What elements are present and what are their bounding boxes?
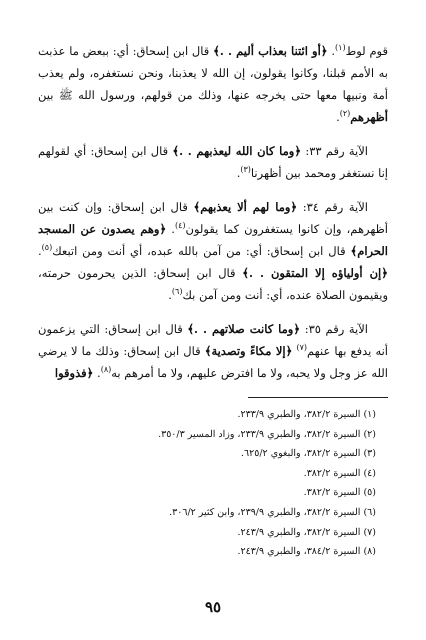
page-number: ٩٥ <box>204 598 222 616</box>
paragraph-text: الآية رقم ٣٣: <box>301 144 369 158</box>
paragraph-text: . <box>166 222 175 236</box>
paragraph <box>38 318 388 384</box>
quran-verse: أظهرهم <box>350 110 388 124</box>
footnote-item: (٦) السيرة ٣٨٢/٢، والطبري ٢٣٩/٩، وابن كثير ٣٠٦/٢. <box>169 506 376 518</box>
paragraph-text: قال ابن إسحاق: وإن كنت بين أظهرهم، وإن كانوا يستغفرون كما يقولون <box>38 200 389 236</box>
quran-verse: ﴿إلا مكاءً وتصدية﴾ <box>204 344 293 358</box>
footnote-item: (١) السيرة ٣٨٢/٢، والطبري ٢٣٣/٩. <box>237 409 376 420</box>
paragraph-text: قال ابن إسحاق: الذين يحرمون حرمته، ويقيمون الصلاة عنده، أي: أنت ومن آمن بك <box>38 266 388 302</box>
paragraph <box>38 196 388 306</box>
quran-verse: ﴿أو ائتنا بعذاب أليم . .﴾ <box>213 44 328 58</box>
footnote-item: (٣) السيرة ٣٨٢/٢، والبغوي ٦٢٥/٢. <box>241 448 376 460</box>
footnote-item: (٥) السيرة ٣٨٢/٢. <box>303 487 376 499</box>
paragraph-text: . <box>38 244 42 258</box>
paragraph-text: الآية رقم ٣٤: <box>297 200 368 214</box>
paragraph-text: قوم لوط <box>345 44 389 58</box>
footnote-reference: (٨) <box>100 365 112 375</box>
footnote-reference: (٢) <box>339 109 351 119</box>
paragraph-text: قال ابن إسحاق: أي: ببعض ما عذبت به الأمم قبلنا، وكانوا يقولون، إن الله لا يعذبنا، ونحن نستغفره، ولم يعذب أمة ونبيها معها حتى يخرجه عنها، وذلك من قولهم، ورسول الله ﷺ بين <box>38 44 388 102</box>
main-text <box>38 40 388 396</box>
paragraph-text: . <box>336 110 340 124</box>
paragraph <box>38 140 388 184</box>
footnote-item: (٤) السيرة ٣٨٢/٢. <box>303 467 376 479</box>
paragraph-text: . <box>327 44 336 58</box>
quran-verse: ﴿وهم يصدون عن المسجد الحرام﴾ <box>38 222 388 258</box>
paragraph-text: . <box>93 366 101 380</box>
paragraph-text: قال ابن إسحاق: وذلك ما لا يرضي الله عز وجل ولا يحبه، ولا ما افترض عليهم، ولا ما أمرهم به <box>38 344 388 380</box>
footnote-item: (٨) السيرة ٣٨٤/٢، والطبري ٢٤٣/٩. <box>237 546 376 558</box>
paragraph-text: قال ابن إسحاق: أي لقولهم إنا نستغفر ومحمد بين أظهرنا <box>38 144 388 180</box>
footnote-reference: (٧) <box>296 343 308 353</box>
paragraph-text: قال ابن إسحاق: التي يزعمون أنه يدفع بها عنهم <box>38 322 388 358</box>
footnote-reference: (٤) <box>174 221 186 231</box>
footnote-reference: (١) <box>335 43 346 53</box>
footnote-item: (٢) السيرة ٣٨٢/٢، والطبري ٢٣٣/٩، وزاد المسير ٣٥٠/٣. <box>158 428 376 440</box>
paragraph-text: الآية رقم ٣٥: <box>300 322 368 336</box>
footnote-reference: (٦) <box>171 287 183 297</box>
quran-verse: ﴿وما لهم ألا يعذبهم﴾ <box>193 200 298 214</box>
footnote-divider <box>248 397 388 398</box>
paragraph-text: قال ابن إسحاق: أي: من آمن بالله عبده، أي أنت ومن اتبعك <box>52 244 351 258</box>
footnotes-list <box>38 405 388 562</box>
paragraph-text: . <box>168 288 172 302</box>
footnote-reference: (٥) <box>41 243 53 253</box>
quran-verse: ﴿إن أولياؤه إلا المتقون . .﴾ <box>242 266 388 280</box>
paragraph-text: . <box>236 166 241 180</box>
quran-verse: ﴿وما كان الله ليعذبهم . .﴾ <box>172 144 302 158</box>
quran-verse: ﴿وما كانت صلاتهم . .﴾ <box>187 322 301 336</box>
paragraph <box>38 40 388 128</box>
footnote-reference: (٣) <box>240 165 251 175</box>
quran-verse: ﴿فذوقوا <box>54 366 94 380</box>
footnote-item: (٧) السيرة ٣٨٢/٢، والطبري ٢٤٣/٩. <box>237 526 376 538</box>
